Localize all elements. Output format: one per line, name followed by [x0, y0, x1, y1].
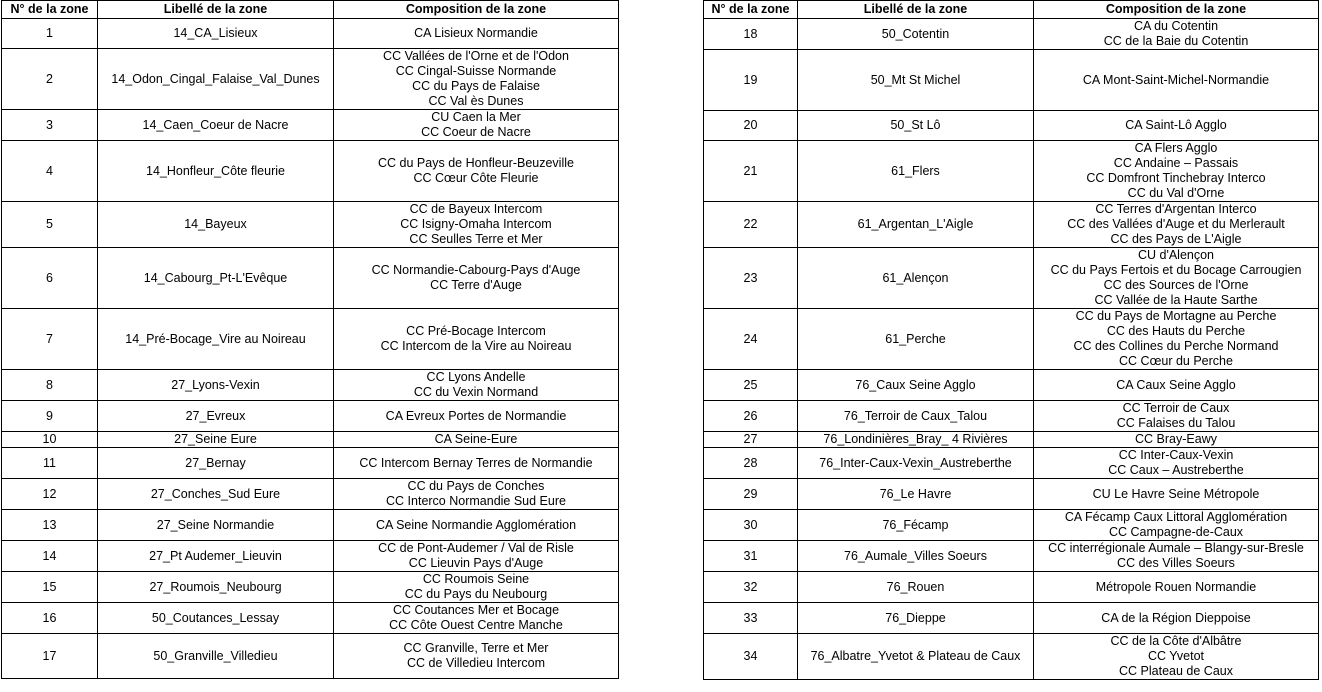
table-row — [704, 510, 1319, 541]
zone-number: 11 — [2, 448, 98, 479]
composition-line: CC des Collines du Perche Normand — [1073, 339, 1279, 353]
zone-number: 10 — [2, 432, 98, 448]
zone-label: 27_Lyons-Vexin — [98, 370, 334, 401]
zone-label: 50_Cotentin — [798, 19, 1034, 50]
zone-label: 76_Albatre_Yvetot & Plateau de Caux — [798, 634, 1034, 680]
composition-line: CC interrégionale Aumale – Blangy-sur-Bresle — [1048, 541, 1304, 555]
zone-number: 17 — [2, 634, 98, 679]
composition-line: CC Plateau de Caux — [1119, 664, 1233, 678]
zone-composition — [1034, 448, 1319, 479]
zone-label: 50_Coutances_Lessay — [98, 603, 334, 634]
zone-label: 27_Seine Eure — [98, 432, 334, 448]
zone-label: 76_Aumale_Villes Soeurs — [798, 541, 1034, 572]
table-row — [704, 248, 1319, 309]
header-row — [704, 1, 1319, 19]
composition-line: CA Flers Agglo — [1134, 141, 1218, 155]
zone-label: 14_Cabourg_Pt-L'Evêque — [98, 248, 334, 309]
composition-line: CC du Pays du Neubourg — [404, 587, 548, 601]
zone-composition — [1034, 50, 1319, 111]
table-row — [704, 479, 1319, 510]
table-row — [2, 432, 619, 448]
table-row — [704, 309, 1319, 370]
composition-line: CC des Pays de L'Aigle — [1110, 232, 1242, 246]
zone-label: 76_Caux Seine Agglo — [798, 370, 1034, 401]
table-row — [704, 141, 1319, 202]
table-row — [2, 510, 619, 541]
zones-table-right — [703, 0, 1319, 680]
table-row — [2, 19, 619, 49]
table-row — [704, 401, 1319, 432]
zone-composition — [334, 448, 619, 479]
composition-line: CC du Pays Fertois et du Bocage Carrougien — [1050, 263, 1302, 277]
zones-table-left — [1, 0, 619, 679]
zone-label: 27_Evreux — [98, 401, 334, 432]
table-row — [2, 541, 619, 572]
composition-line: CC Granville, Terre et Mer — [403, 641, 549, 655]
zone-number: 29 — [704, 479, 798, 510]
zone-composition — [1034, 370, 1319, 401]
composition-line: CC Inter-Caux-Vexin — [1118, 448, 1234, 462]
table-row — [2, 572, 619, 603]
composition-line: CC Caux – Austreberthe — [1108, 463, 1244, 477]
composition-line: CC Lyons Andelle — [426, 370, 526, 384]
zone-number: 9 — [2, 401, 98, 432]
zone-composition — [334, 141, 619, 202]
composition-line: CC Interco Normandie Sud Eure — [386, 494, 566, 508]
composition-line: CC Falaises du Talou — [1116, 416, 1236, 430]
header-zone-label: Libellé de la zone — [98, 1, 334, 19]
zone-label: 14_CA_Lisieux — [98, 19, 334, 49]
zone-composition — [334, 248, 619, 309]
zone-label: 61_Perche — [798, 309, 1034, 370]
table-row — [704, 634, 1319, 680]
composition-line: CA Saint-Lô Agglo — [1125, 118, 1227, 132]
zones-table-left-body — [2, 19, 619, 679]
composition-line: CC Cœur du Perche — [1119, 354, 1233, 368]
zone-composition — [334, 634, 619, 679]
zone-composition — [1034, 248, 1319, 309]
table-row — [2, 141, 619, 202]
zone-number: 32 — [704, 572, 798, 603]
zone-composition — [1034, 19, 1319, 50]
table-row — [704, 448, 1319, 479]
zone-composition — [1034, 479, 1319, 510]
zone-composition — [334, 479, 619, 510]
composition-line: CU d'Alençon — [1137, 248, 1215, 262]
zone-label: 76_Londinières_Bray_ 4 Rivières — [798, 432, 1034, 448]
header-zone-composition: Composition de la zone — [334, 1, 619, 19]
zone-number: 19 — [704, 50, 798, 111]
table-row — [704, 541, 1319, 572]
zone-label: 50_Granville_Villedieu — [98, 634, 334, 679]
zone-number: 15 — [2, 572, 98, 603]
table-row — [704, 19, 1319, 50]
table-row — [704, 370, 1319, 401]
zone-label: 76_Le Havre — [798, 479, 1034, 510]
composition-line: CC du Pays de Falaise — [412, 79, 540, 93]
zone-composition — [334, 309, 619, 370]
composition-line: CC Intercom de la Vire au Noireau — [380, 339, 572, 353]
zone-composition — [1034, 541, 1319, 572]
zone-label: 76_Fécamp — [798, 510, 1034, 541]
zone-composition — [334, 432, 619, 448]
zone-label: 61_Alençon — [798, 248, 1034, 309]
zone-label: 76_Inter-Caux-Vexin_Austreberthe — [798, 448, 1034, 479]
zone-number: 3 — [2, 110, 98, 141]
zone-composition — [1034, 432, 1319, 448]
composition-line: CU Le Havre Seine Métropole — [1092, 486, 1260, 501]
zone-number: 7 — [2, 309, 98, 370]
header-zone-number: N° de la zone — [2, 1, 98, 19]
composition-line: CA Seine-Eure — [434, 432, 518, 446]
composition-line: CC Andaine – Passais — [1113, 156, 1239, 170]
zone-composition — [334, 49, 619, 110]
zone-composition — [1034, 510, 1319, 541]
zone-number: 27 — [704, 432, 798, 448]
table-row — [704, 432, 1319, 448]
zone-composition — [1034, 111, 1319, 141]
zone-label: 61_Argentan_L'Aigle — [798, 202, 1034, 248]
zone-label: 76_Rouen — [798, 572, 1034, 603]
composition-line: CC Vallées de l'Orne et de l'Odon — [383, 49, 569, 63]
table-row — [2, 110, 619, 141]
composition-line: CC Cœur Côte Fleurie — [413, 171, 539, 185]
composition-line: CC Côte Ouest Centre Manche — [389, 618, 563, 632]
composition-line: CC Campagne-de-Caux — [1108, 525, 1244, 539]
zone-number: 22 — [704, 202, 798, 248]
zone-number: 2 — [2, 49, 98, 110]
zone-label: 27_Seine Normandie — [98, 510, 334, 541]
zone-composition — [1034, 634, 1319, 680]
composition-line: CU Caen la Mer — [431, 110, 521, 124]
zone-label: 27_Pt Audemer_Lieuvin — [98, 541, 334, 572]
zone-label: 14_Honfleur_Côte fleurie — [98, 141, 334, 202]
zone-composition — [334, 202, 619, 248]
zone-label: 76_Terroir de Caux_Talou — [798, 401, 1034, 432]
zone-composition — [1034, 309, 1319, 370]
composition-line: CC du Val d'Orne — [1127, 186, 1225, 200]
zone-number: 4 — [2, 141, 98, 202]
composition-line: CC Normandie-Cabourg-Pays d'Auge — [371, 263, 581, 277]
table-row — [2, 202, 619, 248]
zone-number: 33 — [704, 603, 798, 634]
composition-line: CA Caux Seine Agglo — [1116, 377, 1236, 392]
zone-composition — [1034, 572, 1319, 603]
zone-composition — [1034, 603, 1319, 634]
zone-number: 23 — [704, 248, 798, 309]
zone-number: 8 — [2, 370, 98, 401]
zone-number: 34 — [704, 634, 798, 680]
zone-composition — [1034, 202, 1319, 248]
composition-line: CC Terre d'Auge — [430, 278, 522, 292]
composition-line: CC du Pays de Honfleur-Beuzeville — [378, 156, 574, 170]
zone-number: 30 — [704, 510, 798, 541]
composition-line: CC Cingal-Suisse Normande — [395, 64, 557, 78]
header-zone-composition: Composition de la zone — [1034, 1, 1319, 19]
composition-line: CA Fécamp Caux Littoral Agglomération — [1064, 510, 1288, 524]
header-zone-number: N° de la zone — [704, 1, 798, 19]
zone-label: 14_Odon_Cingal_Falaise_Val_Dunes — [98, 49, 334, 110]
zone-composition — [334, 401, 619, 432]
table-row — [2, 448, 619, 479]
zone-label: 61_Flers — [798, 141, 1034, 202]
zone-composition — [334, 510, 619, 541]
zone-number: 26 — [704, 401, 798, 432]
composition-line: CC de la Baie du Cotentin — [1103, 34, 1249, 48]
composition-line: CC de Pont-Audemer / Val de Risle — [378, 541, 574, 555]
zone-number: 14 — [2, 541, 98, 572]
composition-line: CA de la Région Dieppoise — [1101, 610, 1251, 625]
composition-line: Métropole Rouen Normandie — [1095, 579, 1257, 594]
table-row — [2, 248, 619, 309]
composition-line: CC Seulles Terre et Mer — [409, 232, 543, 246]
zone-label: 50_St Lô — [798, 111, 1034, 141]
composition-line: CA Evreux Portes de Normandie — [385, 408, 567, 423]
zone-composition — [334, 370, 619, 401]
composition-line: CC du Pays de Conches — [407, 479, 545, 493]
composition-line: CC de Villedieu Intercom — [406, 656, 546, 670]
table-row — [2, 634, 619, 679]
table-row — [2, 603, 619, 634]
composition-line: CC du Pays de Mortagne au Perche — [1075, 309, 1277, 323]
header-row — [2, 1, 619, 19]
composition-line: CC du Vexin Normand — [413, 385, 539, 399]
zone-label: 14_Pré-Bocage_Vire au Noireau — [98, 309, 334, 370]
zone-number: 20 — [704, 111, 798, 141]
composition-line: CA du Cotentin — [1133, 19, 1219, 33]
zone-number: 6 — [2, 248, 98, 309]
zone-label: 27_Bernay — [98, 448, 334, 479]
composition-line: CC des Vallées d'Auge et du Merlerault — [1067, 217, 1285, 231]
table-row — [2, 49, 619, 110]
zone-number: 24 — [704, 309, 798, 370]
zone-number: 18 — [704, 19, 798, 50]
zone-composition — [1034, 401, 1319, 432]
zone-number: 12 — [2, 479, 98, 510]
zone-composition — [1034, 141, 1319, 202]
composition-line: CA Mont-Saint-Michel-Normandie — [1082, 72, 1270, 87]
composition-line: CC Intercom Bernay Terres de Normandie — [359, 455, 593, 470]
zone-composition — [334, 572, 619, 603]
zone-composition — [334, 19, 619, 49]
composition-line: CC des Sources de l'Orne — [1103, 278, 1249, 292]
composition-line: CC Domfront Tinchebray Interco — [1086, 171, 1266, 185]
zone-label: 14_Bayeux — [98, 202, 334, 248]
composition-line: CC Isigny-Omaha Intercom — [400, 217, 552, 231]
composition-line: CC des Villes Soeurs — [1117, 556, 1235, 570]
zone-composition — [334, 603, 619, 634]
zone-label: 76_Dieppe — [798, 603, 1034, 634]
table-row — [2, 401, 619, 432]
zone-label: 50_Mt St Michel — [798, 50, 1034, 111]
zone-number: 21 — [704, 141, 798, 202]
table-row — [704, 603, 1319, 634]
composition-line: CC de la Côte d'Albâtre — [1110, 634, 1242, 648]
composition-line: CC des Hauts du Perche — [1106, 324, 1246, 338]
header-zone-label: Libellé de la zone — [798, 1, 1034, 19]
composition-line: CC de Bayeux Intercom — [409, 202, 543, 216]
composition-line: CC Vallée de la Haute Sarthe — [1094, 293, 1258, 307]
zone-number: 16 — [2, 603, 98, 634]
zones-table-right-body — [704, 19, 1319, 680]
zone-number: 5 — [2, 202, 98, 248]
composition-line: CC Val ès Dunes — [428, 94, 524, 108]
composition-line: CC Lieuvin Pays d'Auge — [408, 556, 544, 570]
zone-number: 28 — [704, 448, 798, 479]
table-row — [2, 370, 619, 401]
zone-number: 13 — [2, 510, 98, 541]
zone-label: 27_Conches_Sud Eure — [98, 479, 334, 510]
zone-number: 25 — [704, 370, 798, 401]
composition-line: CC Pré-Bocage Intercom — [406, 324, 546, 338]
composition-line: CC Terroir de Caux — [1122, 401, 1230, 415]
composition-line: CC Terres d'Argentan Interco — [1095, 202, 1257, 216]
zone-label: 27_Roumois_Neubourg — [98, 572, 334, 603]
composition-line: CC Bray-Eawy — [1135, 432, 1217, 446]
composition-line: CC Coeur de Nacre — [421, 125, 531, 139]
zone-number: 31 — [704, 541, 798, 572]
zone-label: 14_Caen_Coeur de Nacre — [98, 110, 334, 141]
table-row — [704, 111, 1319, 141]
composition-line: CA Lisieux Normandie — [414, 26, 538, 40]
composition-line: CC Roumois Seine — [422, 572, 530, 586]
table-row — [2, 479, 619, 510]
composition-line: CC Coutances Mer et Bocage — [392, 603, 560, 617]
composition-line: CA Seine Normandie Agglomération — [375, 517, 577, 532]
zone-composition — [334, 541, 619, 572]
table-row — [704, 202, 1319, 248]
table-row — [2, 309, 619, 370]
table-row — [704, 572, 1319, 603]
table-row — [704, 50, 1319, 111]
zone-composition — [334, 110, 619, 141]
composition-line: CC Yvetot — [1147, 649, 1205, 663]
zone-number: 1 — [2, 19, 98, 49]
